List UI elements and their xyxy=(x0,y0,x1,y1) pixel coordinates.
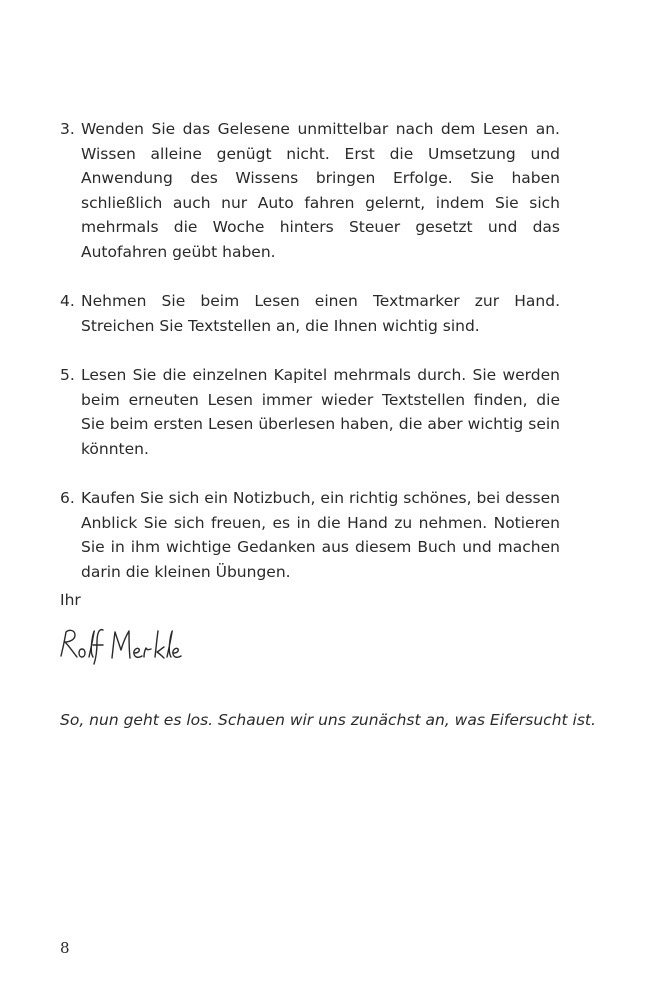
list-item-number: 4. xyxy=(60,292,75,310)
list-item xyxy=(60,363,560,461)
list-item-text: Wenden Sie das Gelesene unmittelbar nach dem Lesen an. Wissen alleine genügt nicht. Erst die Umsetzung und Anwendung des Wissens bringen Erfolge. Sie haben schließlich auch nur Auto fahren gelernt, indem Sie sich mehrmals die Woche hinters Steuer gesetzt und das Autofahren geübt haben. xyxy=(81,120,560,261)
list-item-number: 6. xyxy=(60,489,75,507)
page-number: 8 xyxy=(60,939,70,957)
list-item-text: Lesen Sie die einzelnen Kapitel mehrmals durch. Sie werden beim erneuten Lesen immer wieder Textstellen finden, die Sie beim ersten Lesen überlesen haben, die aber wichtig sein könnten. xyxy=(81,366,560,458)
list-item-number: 5. xyxy=(60,366,75,384)
list-item xyxy=(60,117,560,264)
list-item-text: Kaufen Sie sich ein Notizbuch, ein richtig schönes, bei dessen Anblick Sie sich freuen, es in die Hand zu nehmen. Notieren Sie in ihm wichtige Gedanken aus diesem Buch und machen darin die kleinen Übungen. xyxy=(81,489,560,581)
handwritten-signature xyxy=(58,624,188,668)
list-item xyxy=(60,289,560,338)
transition-sentence: So, nun geht es los. Schauen wir uns zunächst an, was Eifersucht ist. xyxy=(60,711,596,729)
numbered-list xyxy=(60,117,560,609)
closing-salutation: Ihr xyxy=(60,591,81,609)
list-item xyxy=(60,486,560,584)
list-item-number: 3. xyxy=(60,120,75,138)
list-item-text: Nehmen Sie beim Lesen einen Textmarker zur Hand. Streichen Sie Textstellen an, die Ihnen wichtig sind. xyxy=(81,292,560,335)
